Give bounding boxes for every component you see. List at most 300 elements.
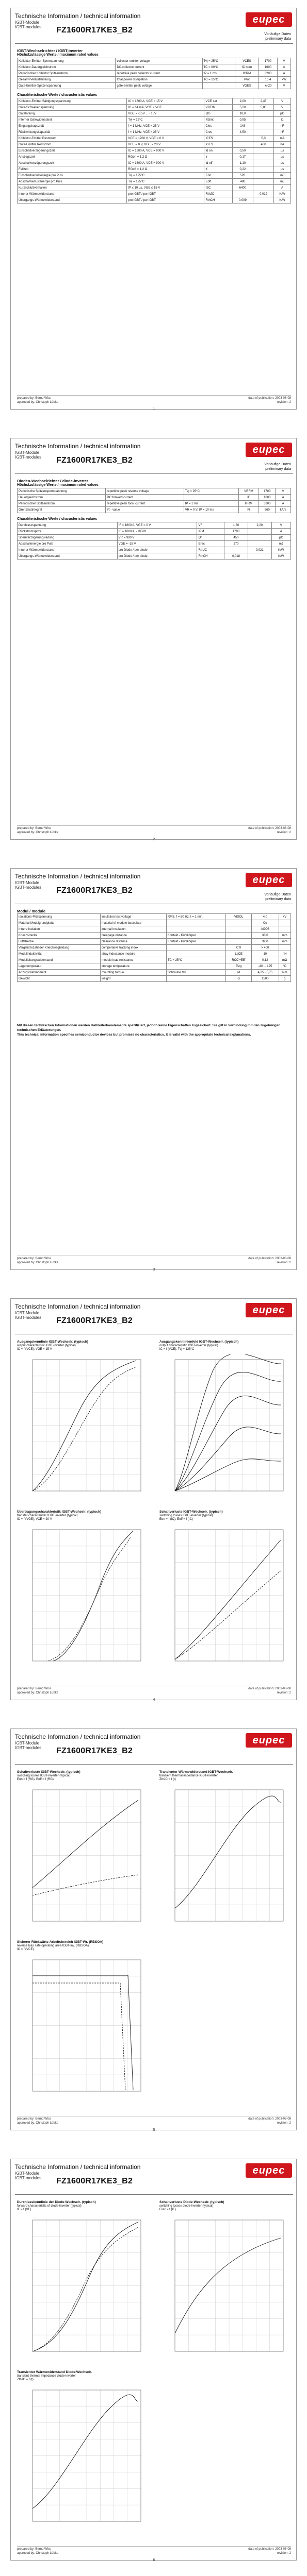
table-cell: I²t - value bbox=[106, 507, 184, 513]
datasheet-page-5 bbox=[10, 1728, 297, 2130]
page-header bbox=[15, 873, 293, 905]
table-cell: Tvj = 25°C bbox=[202, 58, 235, 64]
table-cell bbox=[232, 191, 253, 197]
table-cell: I²t bbox=[238, 507, 259, 513]
table-cell: TC = 25°C bbox=[202, 77, 235, 83]
chart-plot bbox=[17, 1354, 149, 1504]
table-row bbox=[18, 154, 291, 160]
table-cell: IF bbox=[238, 495, 259, 501]
diode-section bbox=[17, 479, 291, 560]
eupec-logo: eupec bbox=[246, 12, 292, 27]
table-cell: Eon bbox=[204, 173, 232, 179]
table-cell: Cu bbox=[252, 920, 279, 926]
table-cell bbox=[224, 547, 248, 553]
table-cell: 10 bbox=[252, 951, 279, 957]
table-cell: Gate-Schwellenspannung bbox=[18, 105, 127, 111]
header-module-type-en: IGBT-modules bbox=[15, 1745, 42, 1750]
page-footer bbox=[17, 2116, 291, 2132]
table-cell: Abschaltenergie pro Puls bbox=[18, 541, 118, 547]
table-cell: 2,45 bbox=[253, 98, 273, 105]
table-row bbox=[18, 951, 291, 957]
part-number: FZ1600R17KE3_B2 bbox=[56, 1316, 133, 1325]
table-cell: Einschaltverzögerungszeit bbox=[18, 148, 127, 154]
section-subtitle: Höchstzulässige Werte / maximum rated values bbox=[17, 483, 99, 487]
table-cell bbox=[226, 933, 252, 939]
chart-title: Ausgangskennlinienfeld IGBT-Wechselr. (typisch) bbox=[159, 1340, 239, 1344]
table-row bbox=[18, 111, 291, 117]
table-cell: Kollektor-Dauergleichstrom bbox=[18, 64, 116, 71]
table-cell: 4,0 bbox=[252, 914, 279, 920]
table-cell: Ptot bbox=[235, 77, 258, 83]
prepared-by: prepared by: Bernd Wiss bbox=[17, 2548, 52, 2551]
table-cell: 450 bbox=[224, 535, 248, 541]
table-cell: 1600 bbox=[259, 495, 276, 501]
table-cell: IFRM bbox=[238, 501, 259, 507]
table-cell: 1,80 bbox=[224, 522, 248, 529]
eupec-logo: eupec bbox=[246, 1733, 292, 1748]
table-cell: insulation test voltage bbox=[100, 914, 166, 920]
prepared-by: prepared by: Bernd Wiss bbox=[17, 2117, 52, 2121]
table-row bbox=[18, 522, 291, 529]
table-cell: Tvj = 25°C bbox=[127, 117, 204, 123]
section-subtitle: Charakteristische Werte / characteristic values bbox=[17, 517, 98, 521]
table-cell: f = 1 MHz, VCE = 25 V bbox=[127, 129, 204, 135]
diode-thermal-impedance-chart bbox=[17, 2370, 149, 2535]
page-number: 4 bbox=[153, 1698, 155, 1702]
module-section bbox=[17, 909, 291, 982]
table-cell: A bbox=[274, 185, 291, 191]
max-ratings-table bbox=[17, 58, 291, 89]
approved-by: approved by: Christoph Lübke bbox=[17, 1261, 59, 1264]
chart-condition: ZthJC = f (t) bbox=[159, 1778, 176, 1781]
table-cell: RCC'+EE' bbox=[226, 957, 252, 963]
eupec-logo: eupec bbox=[246, 873, 292, 887]
transient-thermal-impedance-chart bbox=[159, 1770, 291, 1935]
table-row bbox=[18, 507, 291, 513]
part-number: FZ1600R17KE3_B2 bbox=[56, 2177, 133, 2185]
table-cell: RthJC bbox=[204, 191, 232, 197]
table-cell: A bbox=[276, 495, 291, 501]
table-row bbox=[18, 501, 291, 507]
table-cell: Lagertemperatur bbox=[18, 963, 101, 970]
table-cell: IC = 64 mA, VCE = VGE bbox=[127, 105, 204, 111]
preliminary-note: Vorläufige Daten preliminary data bbox=[264, 463, 291, 471]
section-subtitle: Höchstzulässige Werte / maximum rated values bbox=[17, 53, 99, 57]
table-row bbox=[18, 914, 291, 920]
curve-eoff bbox=[175, 1571, 281, 1659]
table-cell: 0,12 bbox=[252, 957, 279, 963]
chart-plot bbox=[159, 1785, 291, 1934]
table-cell bbox=[279, 920, 290, 926]
chart-condition: IC = f (VCE) bbox=[17, 1948, 34, 1951]
header-title: Technische Information / technical information bbox=[15, 12, 141, 20]
header-module-type-de: IGBT-Module bbox=[15, 450, 40, 455]
table-row bbox=[18, 957, 291, 963]
table-row bbox=[18, 541, 291, 547]
table-cell: IC = 1600 A, VCE = 900 V bbox=[127, 160, 204, 166]
table-cell: Modulinduktivität bbox=[18, 951, 101, 957]
disclaimer-de: Mit diesen technischen Informationen werden Halbleiterbauelemente spezifiziert, jedoch keine Eigenschaften zugesichert. Sie gilt in Verbindung mit den zugehörigen technischen Erläuterungen. bbox=[17, 1024, 281, 1032]
table-cell: internal insulation bbox=[100, 926, 166, 933]
chart-plot bbox=[159, 1354, 291, 1504]
table-cell: 0,018 bbox=[224, 553, 248, 560]
diode-switching-losses-chart bbox=[159, 2200, 291, 2365]
table-cell: Innerer Wärmewiderstand bbox=[18, 191, 127, 197]
table-row bbox=[18, 105, 291, 111]
header-divider bbox=[15, 2194, 293, 2195]
chart-subtitle: switching losses diode-inverter (typical) bbox=[159, 2205, 214, 2208]
curve-25c bbox=[33, 1361, 136, 1491]
header-divider bbox=[15, 43, 293, 44]
table-cell: 1500 bbox=[252, 976, 279, 982]
table-cell: tP = 1 ms bbox=[202, 71, 235, 77]
table-cell: mm bbox=[279, 939, 290, 945]
table-cell bbox=[232, 142, 253, 148]
table-cell bbox=[279, 926, 290, 933]
chart-subtitle: output characteristic IGBT-inverter (typical) bbox=[159, 1344, 218, 1347]
table-cell: Erec bbox=[197, 541, 224, 547]
chart-plot bbox=[17, 2215, 149, 2364]
header-module-type-en: IGBT-modules bbox=[15, 2176, 42, 2180]
table-cell: RGoff = 1,2 Ω bbox=[127, 166, 204, 173]
table-cell: Abschaltverzögerungszeit bbox=[18, 160, 127, 166]
table-cell: 10,4 bbox=[259, 77, 278, 83]
part-number: FZ1600R17KE3_B2 bbox=[56, 456, 133, 465]
table-cell: 6400 bbox=[232, 185, 253, 191]
table-cell bbox=[166, 976, 226, 982]
table-row bbox=[18, 933, 291, 939]
table-cell: mJ bbox=[274, 173, 291, 179]
table-cell bbox=[253, 117, 273, 123]
output-characteristic-field-chart bbox=[159, 1340, 291, 1505]
table-cell: µs bbox=[274, 154, 291, 160]
table-cell bbox=[248, 535, 271, 541]
table-cell: tP ≤ 10 µs, VGE ≤ 15 V bbox=[127, 185, 204, 191]
table-cell bbox=[248, 529, 271, 535]
header-module-type-de: IGBT-Module bbox=[15, 1741, 40, 1745]
chart-plot bbox=[159, 2215, 291, 2364]
table-cell: µs bbox=[274, 160, 291, 166]
datasheet-page-4 bbox=[10, 1298, 297, 1700]
part-number: FZ1600R17KE3_B2 bbox=[56, 26, 133, 35]
table-cell: V bbox=[274, 98, 291, 105]
table-cell: Tvj = 125°C bbox=[127, 179, 204, 185]
table-cell: RthCH bbox=[204, 197, 232, 204]
table-cell: 33,0 bbox=[252, 933, 279, 939]
igbt-section bbox=[17, 48, 291, 204]
datasheet-page-6 bbox=[10, 2159, 297, 2561]
table-cell: Periodischer Kollektor Spitzenstrom bbox=[18, 71, 116, 77]
table-cell: RthJC bbox=[197, 547, 224, 553]
table-cell: VGE = -15 V bbox=[117, 541, 197, 547]
page-footer bbox=[17, 2546, 291, 2562]
table-cell: RMS, f = 50 Hz, t = 1 min. bbox=[166, 914, 226, 920]
header-module-type-en: IGBT-modules bbox=[15, 885, 42, 890]
table-cell: repetitive peak reverse voltage bbox=[106, 488, 184, 495]
table-row bbox=[18, 142, 291, 148]
table-cell: K/W bbox=[274, 191, 291, 197]
chart-plot bbox=[17, 1955, 149, 2104]
section-title: Modul / module bbox=[17, 909, 45, 913]
table-cell: Kollektor-Emitter-Sperrspannung bbox=[18, 58, 116, 64]
table-cell: VGE = -15V ... +15V bbox=[127, 111, 204, 117]
page-number: 3 bbox=[153, 1268, 155, 1272]
table-cell: QG bbox=[204, 111, 232, 117]
header-title: Technische Information / technical information bbox=[15, 1303, 141, 1310]
table-cell: Ω bbox=[274, 117, 291, 123]
table-cell: A bbox=[277, 64, 290, 71]
table-cell bbox=[226, 939, 252, 945]
table-cell: 4,50 bbox=[232, 129, 253, 135]
table-cell: 480 bbox=[232, 179, 253, 185]
table-cell: Gewicht bbox=[18, 976, 101, 982]
page-number: 5 bbox=[153, 2128, 155, 2132]
chart-title: Übertragungscharakteristik IGBT-Wechselr. (typisch) bbox=[17, 1510, 102, 1514]
preliminary-note: Vorläufige Daten preliminary data bbox=[264, 893, 291, 901]
header-module-type-en: IGBT-modules bbox=[15, 1315, 42, 1320]
table-cell bbox=[253, 148, 273, 154]
table-cell: mounting torque bbox=[100, 970, 166, 976]
table-cell: total power dissipation bbox=[116, 77, 202, 83]
chart-condition: Eon = f (IC), Eoff = f (IC) bbox=[159, 1518, 193, 1521]
chart-title: Schaltverluste IGBT-Wechselr. (typisch) bbox=[159, 1510, 223, 1514]
table-cell: VGES bbox=[235, 83, 258, 89]
table-cell: Qr bbox=[197, 535, 224, 541]
chart-subtitle: forward characteristic of diode-inverter (typical) bbox=[17, 2205, 82, 2208]
table-cell: td off bbox=[204, 160, 232, 166]
table-cell: K/W bbox=[274, 197, 291, 204]
revision: revision: 2 bbox=[277, 1691, 291, 1694]
table-cell: A bbox=[276, 501, 291, 507]
table-cell: Anstiegszeit bbox=[18, 154, 127, 160]
table-cell: Periodischer Spitzenstrom bbox=[18, 501, 106, 507]
table-row bbox=[18, 963, 291, 970]
curve-125c bbox=[33, 1367, 136, 1491]
page-header bbox=[15, 1303, 293, 1335]
datasheet-page-3 bbox=[10, 868, 297, 1270]
approved-by: approved by: Christoph Lübke bbox=[17, 1691, 59, 1694]
table-cell: Rückwirkungskapazität bbox=[18, 129, 127, 135]
page-number: 1 bbox=[153, 408, 155, 411]
table-cell: Durchlassspannung bbox=[18, 522, 118, 529]
chart-condition: IC = f (VCE), Tvj = 125°C bbox=[159, 1348, 195, 1351]
chart-subtitle: switching losses IGBT-inverter (typical) bbox=[17, 1774, 71, 1777]
approved-by: approved by: Christoph Lübke bbox=[17, 831, 59, 834]
table-row bbox=[18, 535, 291, 541]
table-cell: RGon = 1,2 Ω bbox=[127, 154, 204, 160]
characteristics-table bbox=[17, 98, 291, 204]
table-cell: 3200 bbox=[259, 71, 278, 77]
table-cell: mJ bbox=[271, 541, 290, 547]
curve-eoff bbox=[33, 1875, 138, 1895]
table-cell: Gesamt-Verlustleistung bbox=[18, 77, 116, 83]
table-cell: mm bbox=[279, 933, 290, 939]
table-cell: VCE = 1700 V, VGE = 0 V bbox=[127, 135, 204, 142]
approved-by: approved by: Christoph Lübke bbox=[17, 401, 59, 404]
table-cell: g bbox=[279, 976, 290, 982]
table-cell bbox=[253, 197, 273, 204]
table-cell: 560 bbox=[259, 507, 276, 513]
page-number: 6 bbox=[153, 2558, 155, 2562]
curve-zth bbox=[33, 2395, 138, 2509]
switching-losses-rg-chart bbox=[17, 1770, 149, 1935]
prepared-by: prepared by: Bernd Wiss bbox=[17, 827, 52, 830]
table-cell: IF = 1600 A, - diF/dt bbox=[117, 529, 197, 535]
table-row bbox=[18, 83, 291, 89]
table-cell bbox=[253, 154, 273, 160]
chart-title: Schaltverluste IGBT-Wechselr. (typisch) bbox=[17, 1770, 80, 1774]
table-cell: A bbox=[277, 71, 290, 77]
table-row bbox=[18, 71, 291, 77]
header-module-type-de: IGBT-Module bbox=[15, 1311, 40, 1315]
table-row bbox=[18, 197, 291, 204]
chart-plot bbox=[17, 1524, 149, 1674]
revision: revision: 2 bbox=[277, 2552, 291, 2555]
date-of-publication: date of publication: 2003-08-08 bbox=[248, 2117, 291, 2121]
prepared-by: prepared by: Bernd Wiss bbox=[17, 397, 52, 400]
date-of-publication: date of publication: 2003-08-08 bbox=[248, 2548, 291, 2551]
page-footer bbox=[17, 395, 291, 411]
curve-25c bbox=[53, 1531, 133, 1661]
table-cell: repetitive peak forw. current bbox=[106, 501, 184, 507]
table-cell bbox=[253, 185, 273, 191]
page-footer bbox=[17, 825, 291, 841]
table-cell: ICRM bbox=[235, 71, 258, 77]
table-cell: Schraube M6 bbox=[166, 970, 226, 976]
table-cell: Isolations-Prüfspannung bbox=[18, 914, 101, 920]
table-cell: 5,0 bbox=[253, 135, 273, 142]
table-cell: kV bbox=[279, 914, 290, 920]
page-number: 2 bbox=[153, 838, 155, 841]
table-cell: comperative tracking index bbox=[100, 945, 166, 951]
output-characteristic-chart bbox=[17, 1340, 149, 1505]
datasheet-page-1 bbox=[10, 8, 297, 410]
transfer-characteristic-chart bbox=[17, 1510, 149, 1675]
chart-subtitle: transient thermal impedance IGBT-inverter bbox=[159, 1774, 218, 1777]
curve-125c bbox=[33, 2227, 138, 2351]
table-row bbox=[18, 945, 291, 951]
table-row bbox=[18, 547, 291, 553]
table-row bbox=[18, 939, 291, 945]
table-cell: 3200 bbox=[259, 501, 276, 507]
curve-25c bbox=[33, 2222, 138, 2351]
table-cell: 0,009 bbox=[232, 197, 253, 204]
table-cell: TC = 25°C bbox=[166, 957, 226, 963]
table-cell bbox=[202, 83, 235, 89]
table-row bbox=[18, 160, 291, 166]
table-cell: Übergangs-Wärmewiderstand bbox=[18, 553, 118, 560]
table-cell: 0,22 bbox=[232, 166, 253, 173]
table-cell: A bbox=[271, 529, 290, 535]
table-row bbox=[18, 920, 291, 926]
table-cell: µs bbox=[274, 148, 291, 154]
table-cell bbox=[253, 179, 273, 185]
table-cell: VRRM bbox=[238, 488, 259, 495]
table-cell bbox=[184, 495, 238, 501]
table-cell: tr bbox=[204, 154, 232, 160]
table-cell: Eingangskapazität bbox=[18, 123, 127, 129]
chart-plot bbox=[159, 1524, 291, 1674]
table-row bbox=[18, 185, 291, 191]
table-cell: gate-emitter peak voltage bbox=[116, 83, 202, 89]
chart-subtitle: reverse bias safe operating area IGBT-inv. (RBSOA) bbox=[17, 1944, 89, 1947]
eupec-logo: eupec bbox=[246, 1303, 292, 1317]
table-cell: IC nom bbox=[235, 64, 258, 71]
table-cell: Anzugsdrehmoment bbox=[18, 970, 101, 976]
table-cell: module lead resistance bbox=[100, 957, 166, 963]
date-of-publication: date of publication: 2003-08-08 bbox=[248, 397, 291, 400]
table-cell: collector-emitter voltage bbox=[116, 58, 202, 64]
table-cell: Tvj = 25°C bbox=[184, 488, 238, 495]
table-cell: 1700 bbox=[259, 58, 278, 64]
table-cell bbox=[253, 123, 273, 129]
section-title: Dioden-Wechselrichter / diode-inverter bbox=[17, 479, 88, 483]
table-cell: V bbox=[277, 58, 290, 64]
table-cell: RGint bbox=[204, 117, 232, 123]
part-number: FZ1600R17KE3_B2 bbox=[56, 886, 133, 895]
table-cell: -40 ... 125 bbox=[252, 963, 279, 970]
table-row bbox=[18, 64, 291, 71]
table-cell: IRM bbox=[197, 529, 224, 535]
table-cell: tP = 1 ms bbox=[184, 501, 238, 507]
table-row bbox=[18, 488, 291, 495]
prepared-by: prepared by: Bernd Wiss bbox=[17, 1687, 52, 1690]
chart-subtitle: switching losses IGBT-inverter (typical) bbox=[159, 1514, 213, 1517]
chart-title: Ausgangskennlinie IGBT-Wechselr. (typisch) bbox=[17, 1340, 88, 1344]
table-cell: Periodische Spitzensperrspannung bbox=[18, 488, 106, 495]
curve-vge-9 bbox=[175, 1459, 281, 1491]
curve-vge-15 bbox=[175, 1372, 281, 1491]
table-row bbox=[18, 77, 291, 83]
table-cell bbox=[253, 173, 273, 179]
curve-vge-20 bbox=[175, 1354, 281, 1491]
revision: revision: 2 bbox=[277, 831, 291, 834]
curve-ic-module bbox=[33, 1975, 133, 2090]
table-cell: pro Diode / per diode bbox=[117, 553, 197, 560]
table-cell: µC bbox=[274, 111, 291, 117]
date-of-publication: date of publication: 2003-08-08 bbox=[248, 827, 291, 830]
table-cell: V bbox=[271, 522, 290, 529]
table-cell: RthCH bbox=[197, 553, 224, 560]
prepared-by: prepared by: Bernd Wiss bbox=[17, 1257, 52, 1260]
table-cell: Modulleitungswiderstand bbox=[18, 957, 101, 963]
table-cell: TC = 80°C bbox=[202, 64, 235, 71]
page-header bbox=[15, 1733, 293, 1765]
table-cell: 32,0 bbox=[252, 939, 279, 945]
table-cell: Grenzlastintegral bbox=[18, 507, 106, 513]
table-cell bbox=[226, 926, 252, 933]
table-cell: CTI bbox=[226, 945, 252, 951]
table-cell: Innere Isolation bbox=[18, 926, 101, 933]
chart-condition: Eon = f (RG), Eoff = f (RG) bbox=[17, 1778, 54, 1781]
table-cell: kW bbox=[277, 77, 290, 83]
table-cell: Kontakt - Kühlkörper bbox=[166, 939, 226, 945]
table-cell: nA bbox=[274, 142, 291, 148]
table-cell: Übergangs-Wärmewiderstand bbox=[18, 197, 127, 204]
table-cell: 1600 bbox=[259, 64, 278, 71]
table-cell: Cres bbox=[204, 129, 232, 135]
table-cell: +/-20 bbox=[259, 83, 278, 89]
disclaimer-note bbox=[17, 1023, 291, 1037]
table-cell: Gateladung bbox=[18, 111, 127, 117]
table-cell: > 400 bbox=[252, 945, 279, 951]
table-cell: pro IGBT / per IGBT bbox=[127, 191, 204, 197]
table-cell: Abschaltverlustenergie pro Puls bbox=[18, 179, 127, 185]
table-cell: DC forward current bbox=[106, 495, 184, 501]
table-cell: Gate-Emitter-Spitzenspannung bbox=[18, 83, 116, 89]
table-cell: Nm bbox=[279, 970, 290, 976]
part-number: FZ1600R17KE3_B2 bbox=[56, 1747, 133, 1755]
